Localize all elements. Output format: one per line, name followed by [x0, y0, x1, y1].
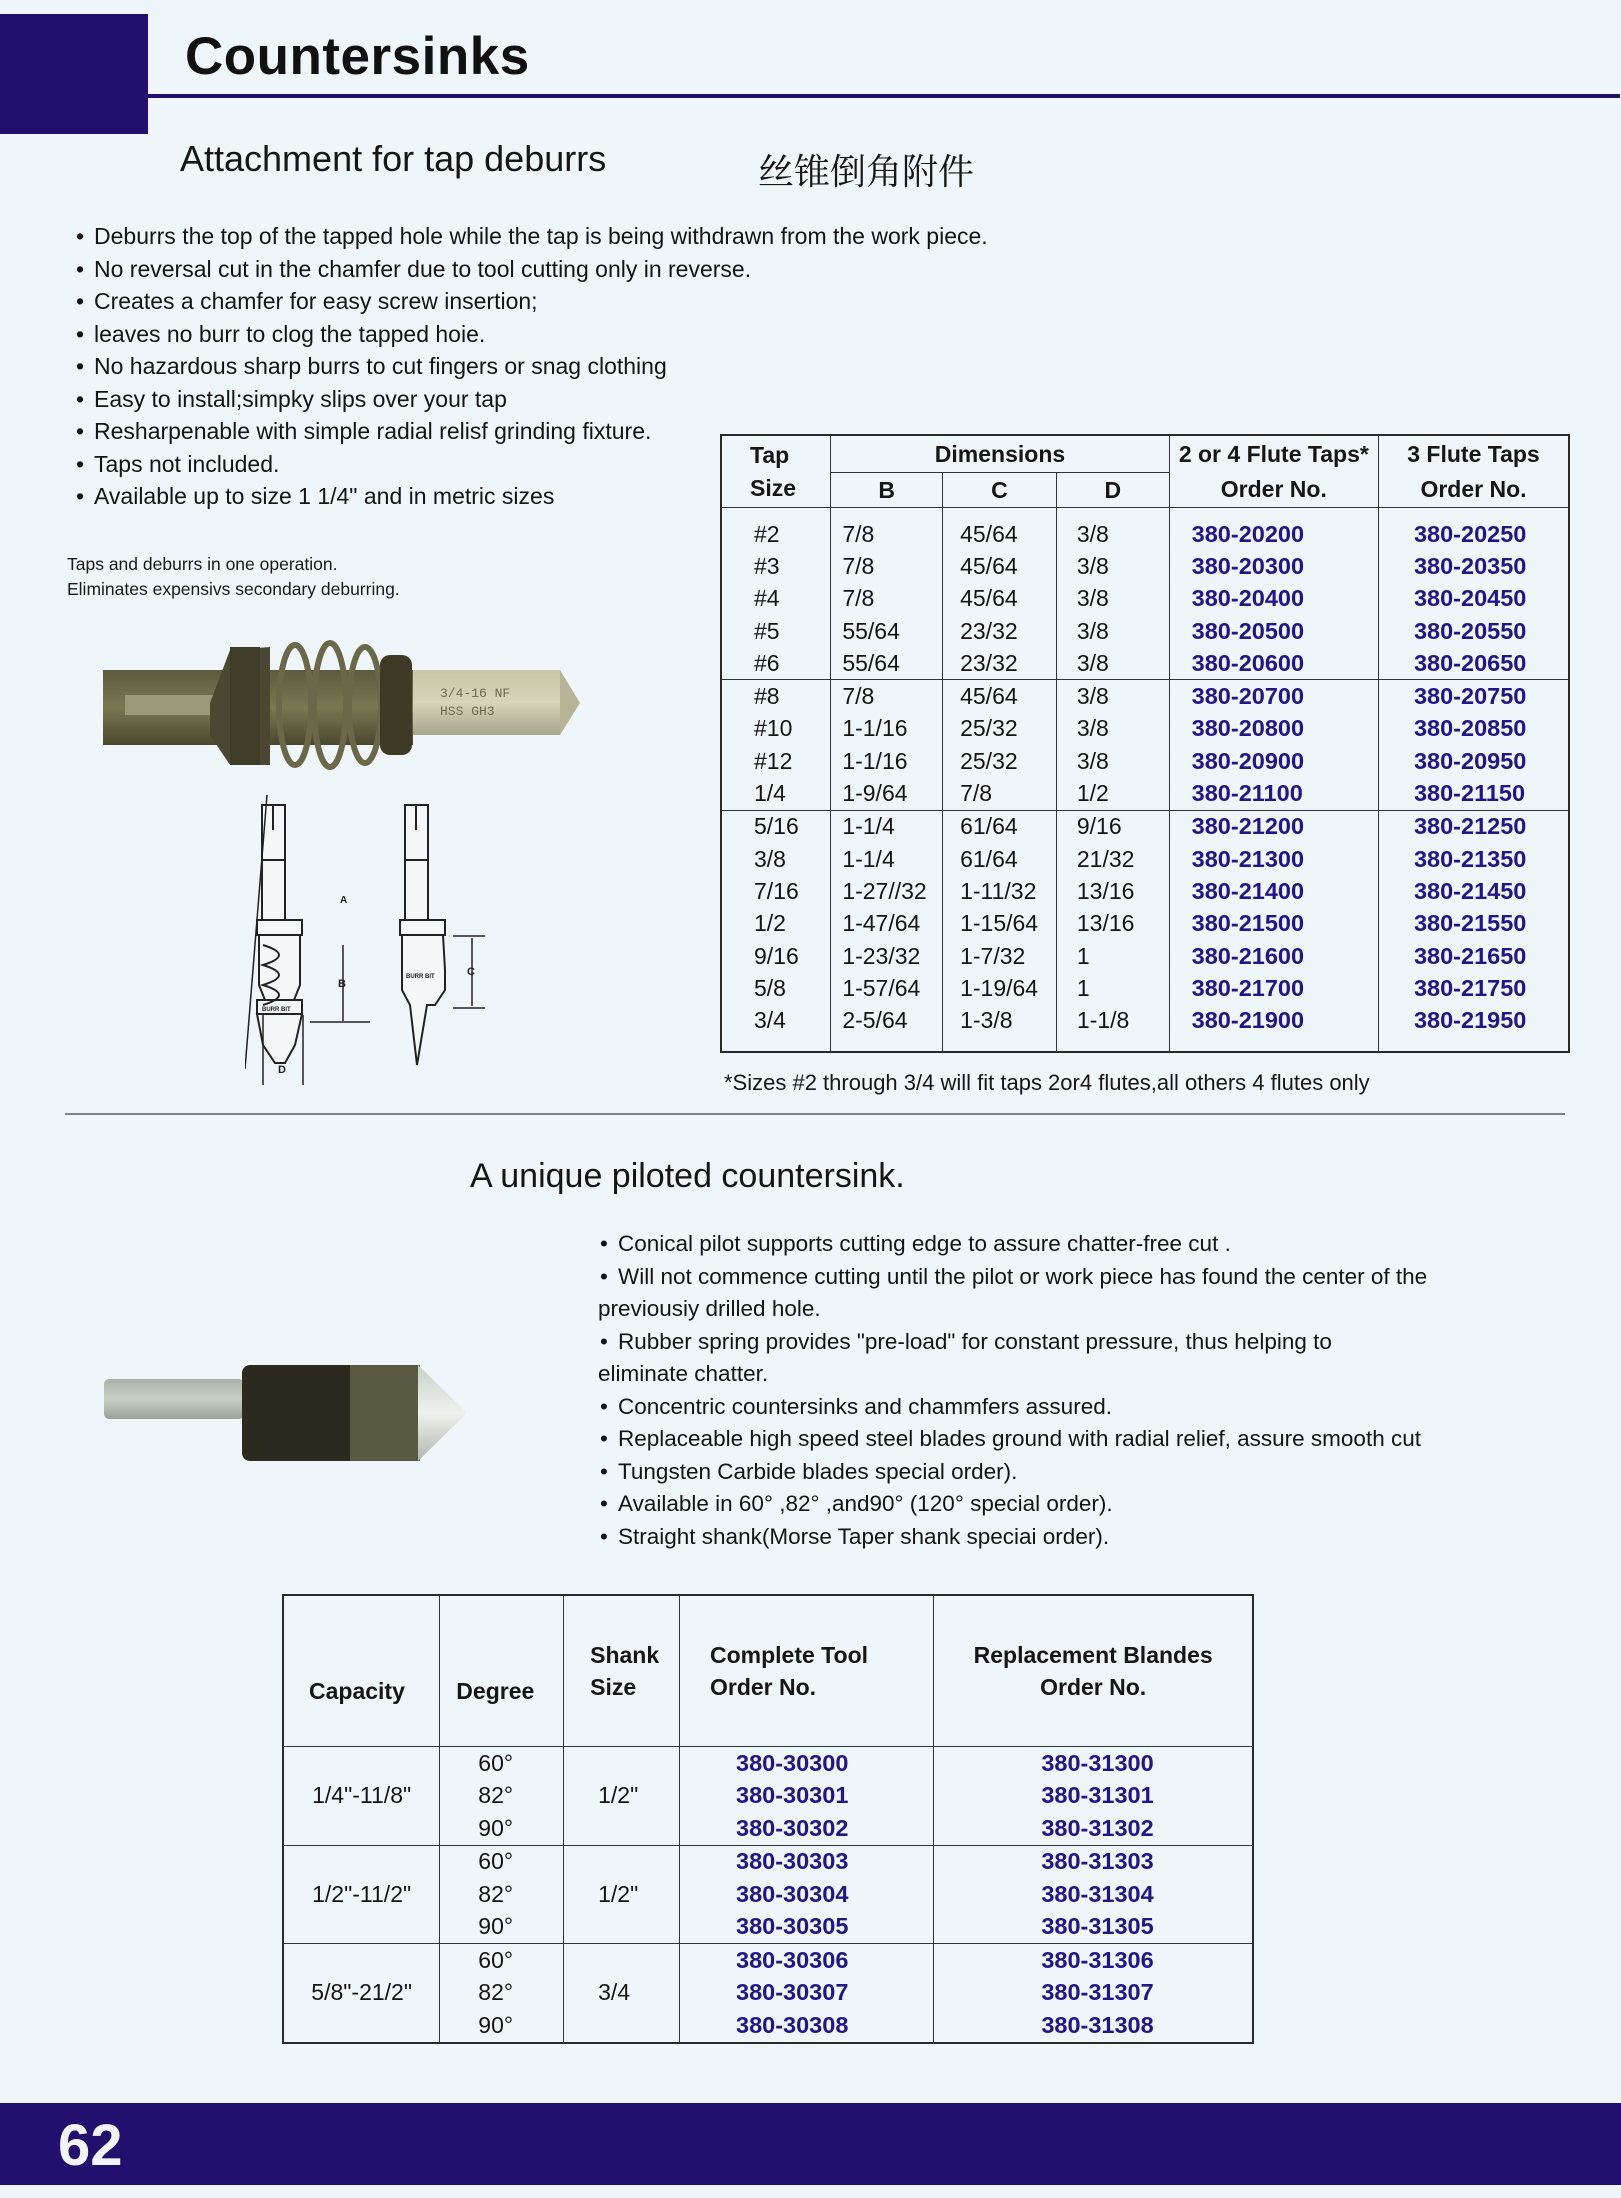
cell-dim-d: 3/8 [1056, 508, 1169, 551]
cell-order-3-flute: 380-21950 [1378, 1004, 1569, 1051]
cell-dim-c: 1-3/8 [943, 1004, 1057, 1051]
cell-order-2-4-flute: 380-20800 [1169, 713, 1378, 745]
cell-complete-order-no: 380-30307 [680, 1977, 934, 2010]
table-row [721, 1004, 1569, 1051]
section-divider [65, 1113, 1565, 1115]
cell-dim-b: 1-23/32 [831, 940, 943, 972]
cell-order-3-flute: 380-21150 [1378, 777, 1569, 810]
cell-dim-d: 9/16 [1056, 810, 1169, 843]
footer-bar [0, 2103, 1621, 2185]
section1-title-cn: 丝锥倒角附件 [758, 152, 975, 193]
feature-item: • Tungsten Carbide blades special order). [598, 1456, 1568, 1489]
cell-order-2-4-flute: 380-21500 [1169, 908, 1378, 940]
cell-dim-c: 23/32 [943, 647, 1057, 680]
cell-replacement-order-no: 380-31305 [934, 1911, 1253, 1944]
cell-order-2-4-flute: 380-20700 [1169, 680, 1378, 713]
cell-order-2-4-flute: 380-21600 [1169, 940, 1378, 972]
cell-dim-b: 7/8 [831, 583, 943, 615]
cell-dim-c: 45/64 [943, 680, 1057, 713]
cell-dim-b: 1-27//32 [831, 875, 943, 907]
cell-dim-d: 3/8 [1056, 680, 1169, 713]
cell-degree: 90° [440, 1911, 564, 1944]
cell-order-3-flute: 380-21350 [1378, 843, 1569, 875]
feature-item: • Creates a chamfer for easy screw insertion; [74, 285, 988, 318]
cell-dim-b: 55/64 [831, 647, 943, 680]
cell-dim-d: 3/8 [1056, 550, 1169, 582]
piloted-countersink-photo [100, 1365, 530, 1475]
header-d: D [1056, 473, 1169, 508]
cell-degree: 60° [440, 1944, 564, 1977]
cell-complete-order-no: 380-30302 [680, 1812, 934, 1845]
cell-order-3-flute: 380-20850 [1378, 713, 1569, 745]
cell-order-3-flute: 380-20650 [1378, 647, 1569, 680]
cell-replacement-order-no: 380-31303 [934, 1845, 1253, 1878]
cell-dim-b: 55/64 [831, 615, 943, 647]
cell-capacity: 1/4"-11/8" [283, 1747, 440, 1846]
cell-tap-size: 9/16 [721, 940, 831, 972]
table-row [721, 680, 1569, 713]
feature-item: • No reversal cut in the chamfer due to tool cutting only in reverse. [74, 253, 988, 286]
feature-item: • Conical pilot supports cutting edge to assure chatter-free cut . [598, 1228, 1568, 1261]
cell-degree: 90° [440, 2009, 564, 2043]
page-number: 62 [58, 2113, 123, 2178]
feature-item: • Available in 60° ,82° ,and90° (120° special order). [598, 1488, 1568, 1521]
cell-dim-d: 13/16 [1056, 875, 1169, 907]
feature-item: • Rubber spring provides "pre-load" for constant pressure, thus helping to eliminate chatter. [598, 1326, 1568, 1391]
diagram-label-c: C [467, 966, 475, 978]
cell-dim-c: 61/64 [943, 810, 1057, 843]
cell-complete-order-no: 380-30303 [680, 1845, 934, 1878]
header-b: B [831, 473, 943, 508]
diagram-label-b: B [338, 978, 346, 990]
table-row [283, 1747, 1253, 1780]
feature-item: • Concentric countersinks and chammfers assured. [598, 1391, 1568, 1424]
feature-item: • Resharpenable with simple radial relisf grinding fixture. [74, 415, 988, 448]
dimension-diagram [245, 795, 515, 1085]
cell-order-2-4-flute: 380-21900 [1169, 1004, 1378, 1051]
cell-tap-size: #5 [721, 615, 831, 647]
cell-tap-size: #3 [721, 550, 831, 582]
cell-order-2-4-flute: 380-21200 [1169, 810, 1378, 843]
cell-replacement-order-no: 380-31307 [934, 1977, 1253, 2010]
header-degree: Degree [440, 1595, 564, 1747]
header-flute24: 2 or 4 Flute Taps* [1169, 435, 1378, 473]
cell-dim-d: 1/2 [1056, 777, 1169, 810]
cell-tap-size: #6 [721, 647, 831, 680]
table-row [721, 843, 1569, 875]
table-row [283, 1944, 1253, 1977]
feature-item: • Available up to size 1 1/4" and in metric sizes [74, 480, 988, 513]
cell-order-3-flute: 380-20250 [1378, 508, 1569, 551]
cell-dim-c: 7/8 [943, 777, 1057, 810]
cell-dim-b: 1-1/16 [831, 713, 943, 745]
table-row [721, 508, 1569, 551]
cell-shank-size: 1/2" [564, 1845, 680, 1944]
cell-dim-d: 3/8 [1056, 615, 1169, 647]
table-row [721, 908, 1569, 940]
header-accent-block [0, 14, 148, 134]
cell-replacement-order-no: 380-31301 [934, 1780, 1253, 1813]
cell-dim-d: 1 [1056, 940, 1169, 972]
header-c: C [943, 473, 1057, 508]
cell-dim-d: 3/8 [1056, 583, 1169, 615]
cell-complete-order-no: 380-30300 [680, 1747, 934, 1780]
page-title: Countersinks [185, 27, 530, 86]
cell-replacement-order-no: 380-31308 [934, 2009, 1253, 2043]
cell-tap-size: 5/8 [721, 972, 831, 1004]
table-row [721, 810, 1569, 843]
table-row [721, 550, 1569, 582]
cell-degree: 82° [440, 1878, 564, 1911]
diagram-tool-text: BURR BIT [262, 1007, 291, 1013]
cell-dim-b: 1-1/4 [831, 843, 943, 875]
cell-complete-order-no: 380-30306 [680, 1944, 934, 1977]
cell-dim-d: 13/16 [1056, 908, 1169, 940]
tap-deburr-photo [95, 615, 670, 800]
cell-replacement-order-no: 380-31300 [934, 1747, 1253, 1780]
diagram-tool-text: BURR BIT [406, 974, 435, 980]
table-row [721, 972, 1569, 1004]
cell-replacement-order-no: 380-31306 [934, 1944, 1253, 1977]
cell-dim-c: 1-11/32 [943, 875, 1057, 907]
cell-dim-d: 1-1/8 [1056, 1004, 1169, 1051]
table-row [721, 940, 1569, 972]
feature-item: • Replaceable high speed steel blades ground with radial relief, assure smooth cut [598, 1423, 1568, 1456]
cell-tap-size: #4 [721, 583, 831, 615]
cell-tap-size: #2 [721, 508, 831, 551]
table-row [283, 1845, 1253, 1878]
cell-dim-c: 1-19/64 [943, 972, 1057, 1004]
cell-order-2-4-flute: 380-20400 [1169, 583, 1378, 615]
cell-dim-c: 1-7/32 [943, 940, 1057, 972]
countersink-table [282, 1594, 1254, 2044]
cell-complete-order-no: 380-30301 [680, 1780, 934, 1813]
table-footnote: *Sizes #2 through 3/4 will fit taps 2or4 flutes,all others 4 flutes only [724, 1070, 1370, 1095]
cell-tap-size: #8 [721, 680, 831, 713]
cell-capacity: 1/2"-11/2" [283, 1845, 440, 1944]
section1-note [67, 552, 400, 602]
cell-order-3-flute: 380-21650 [1378, 940, 1569, 972]
table-row [721, 777, 1569, 810]
diagram-label-a: A [340, 895, 348, 906]
cell-dim-c: 25/32 [943, 745, 1057, 777]
cell-dim-b: 7/8 [831, 680, 943, 713]
cell-order-3-flute: 380-21750 [1378, 972, 1569, 1004]
cell-order-2-4-flute: 380-20600 [1169, 647, 1378, 680]
cell-dim-b: 1-47/64 [831, 908, 943, 940]
cell-dim-d: 21/32 [1056, 843, 1169, 875]
cell-order-3-flute: 380-20350 [1378, 550, 1569, 582]
note-line: Taps and deburrs in one operation. [67, 554, 338, 574]
cell-dim-b: 7/8 [831, 508, 943, 551]
cell-dim-b: 1-9/64 [831, 777, 943, 810]
cell-replacement-order-no: 380-31304 [934, 1878, 1253, 1911]
cell-dim-c: 45/64 [943, 583, 1057, 615]
feature-item: • Deburrs the top of the tapped hole while the tap is being withdrawn from the work piece. [74, 220, 988, 253]
cell-tap-size: #12 [721, 745, 831, 777]
header-capacity: Capacity [283, 1595, 440, 1747]
section1-title: Attachment for tap deburrs [180, 138, 607, 179]
svg-text:HSS GH3: HSS GH3 [440, 704, 495, 719]
cell-order-3-flute: 380-20950 [1378, 745, 1569, 777]
table-row [721, 583, 1569, 615]
cell-tap-size: 5/16 [721, 810, 831, 843]
cell-order-2-4-flute: 380-21300 [1169, 843, 1378, 875]
cell-shank-size: 1/2" [564, 1747, 680, 1846]
section2-feature-list [598, 1228, 1568, 1553]
cell-dim-b: 1-1/4 [831, 810, 943, 843]
cell-dim-b: 7/8 [831, 550, 943, 582]
svg-text:3/4-16 NF: 3/4-16 NF [440, 686, 511, 701]
cell-dim-b: 1-57/64 [831, 972, 943, 1004]
cell-order-2-4-flute: 380-20300 [1169, 550, 1378, 582]
cell-order-2-4-flute: 380-20200 [1169, 508, 1378, 551]
feature-item: • Will not commence cutting until the pilot or work piece has found the center of the previousiy drilled hole. [598, 1261, 1568, 1326]
section2-title: A unique piloted countersink. [470, 1157, 905, 1195]
header-shank-size: Shank Size [564, 1595, 680, 1747]
cell-order-2-4-flute: 380-21100 [1169, 777, 1378, 810]
cell-dim-d: 3/8 [1056, 713, 1169, 745]
cell-order-3-flute: 380-21550 [1378, 908, 1569, 940]
feature-item: • Taps not included. [74, 448, 988, 481]
table-row [721, 647, 1569, 680]
cell-degree: 60° [440, 1747, 564, 1780]
header-rule [148, 94, 1620, 98]
cell-order-3-flute: 380-20750 [1378, 680, 1569, 713]
cell-order-2-4-flute: 380-21400 [1169, 875, 1378, 907]
cell-complete-order-no: 380-30305 [680, 1911, 934, 1944]
cell-order-3-flute: 380-20450 [1378, 583, 1569, 615]
header-complete-tool: Complete Tool Order No. [680, 1595, 934, 1747]
cell-dim-d: 1 [1056, 972, 1169, 1004]
table-row [721, 713, 1569, 745]
cell-complete-order-no: 380-30308 [680, 2009, 934, 2043]
table-row [721, 615, 1569, 647]
cell-degree: 82° [440, 1780, 564, 1813]
header-tap-size: Tap Size [721, 435, 831, 508]
cell-dim-c: 45/64 [943, 550, 1057, 582]
cell-dim-c: 23/32 [943, 615, 1057, 647]
cell-degree: 90° [440, 1812, 564, 1845]
cell-replacement-order-no: 380-31302 [934, 1812, 1253, 1845]
cell-dim-c: 61/64 [943, 843, 1057, 875]
cell-order-2-4-flute: 380-21700 [1169, 972, 1378, 1004]
cell-dim-c: 45/64 [943, 508, 1057, 551]
header-dimensions: Dimensions [831, 435, 1169, 473]
cell-order-3-flute: 380-21450 [1378, 875, 1569, 907]
cell-capacity: 5/8"-21/2" [283, 1944, 440, 2043]
feature-item: • Easy to install;simpky slips over your tap [74, 383, 988, 416]
cell-degree: 60° [440, 1845, 564, 1878]
cell-dim-b: 1-1/16 [831, 745, 943, 777]
cell-order-3-flute: 380-21250 [1378, 810, 1569, 843]
cell-shank-size: 3/4 [564, 1944, 680, 2043]
cell-dim-d: 3/8 [1056, 745, 1169, 777]
cell-order-2-4-flute: 380-20900 [1169, 745, 1378, 777]
header-order-no: Order No. [1378, 473, 1569, 508]
cell-order-3-flute: 380-20550 [1378, 615, 1569, 647]
feature-item: • leaves no burr to clog the tapped hoie. [74, 318, 988, 351]
cell-tap-size: 1/4 [721, 777, 831, 810]
cell-dim-d: 3/8 [1056, 647, 1169, 680]
tap-deburr-table [720, 434, 1570, 1053]
cell-order-2-4-flute: 380-20500 [1169, 615, 1378, 647]
cell-tap-size: 3/4 [721, 1004, 831, 1051]
cell-dim-c: 1-15/64 [943, 908, 1057, 940]
feature-item: • No hazardous sharp burrs to cut fingers or snag clothing [74, 350, 988, 383]
feature-item: • Straight shank(Morse Taper shank speciai order). [598, 1521, 1568, 1554]
cell-dim-c: 25/32 [943, 713, 1057, 745]
cell-tap-size: 1/2 [721, 908, 831, 940]
cell-tap-size: 7/16 [721, 875, 831, 907]
note-line: Eliminates expensivs secondary deburring. [67, 579, 400, 599]
cell-tap-size: #10 [721, 713, 831, 745]
header-flute3: 3 Flute Taps [1378, 435, 1569, 473]
cell-tap-size: 3/8 [721, 843, 831, 875]
table-row [721, 745, 1569, 777]
cell-degree: 82° [440, 1977, 564, 2010]
cell-complete-order-no: 380-30304 [680, 1878, 934, 1911]
table-row [721, 875, 1569, 907]
diagram-label-d: D [278, 1064, 286, 1076]
header-order-no: Order No. [1169, 473, 1378, 508]
header-replacement-blades: Replacement Blandes Order No. [934, 1595, 1253, 1747]
cell-dim-b: 2-5/64 [831, 1004, 943, 1051]
